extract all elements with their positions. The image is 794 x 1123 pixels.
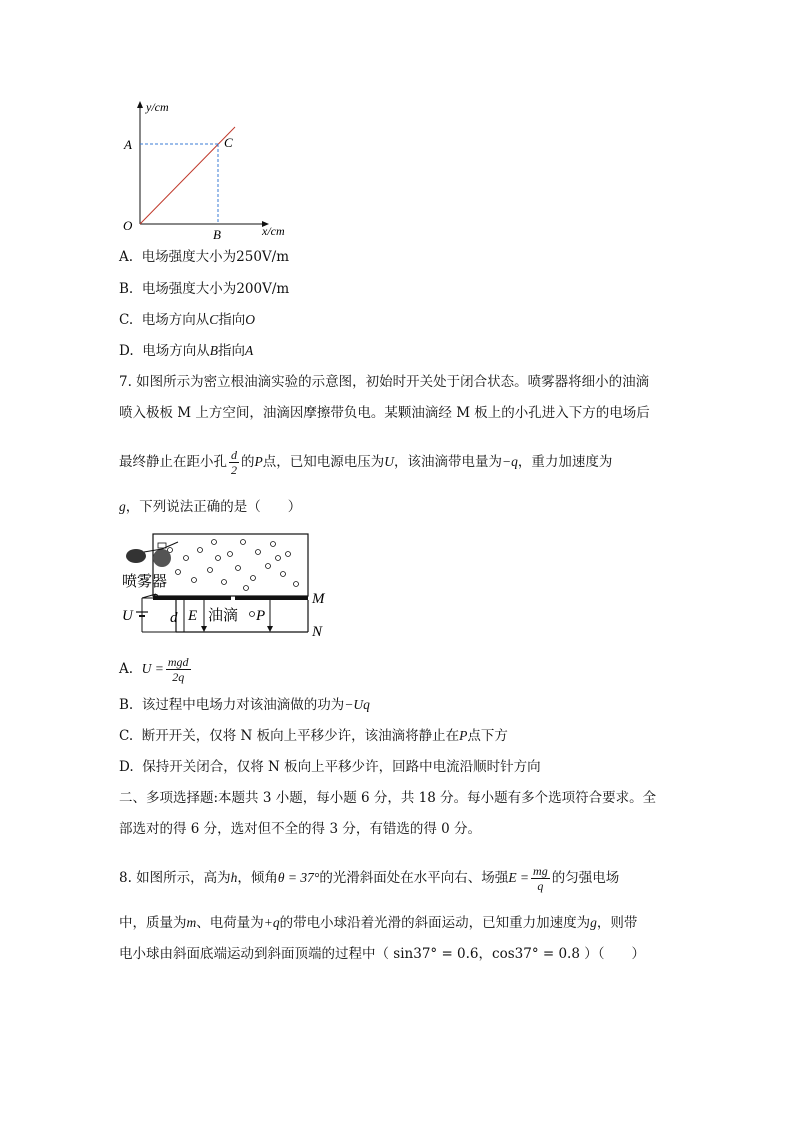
voltage-label: U [122, 608, 133, 624]
plate-m-label: M [312, 591, 325, 607]
field-arrow-1 [201, 626, 207, 632]
section2-line1: 二、多项选择题:本题共 3 小题，每小题 6 分，共 18 分。每小题有多个选项符合要求。全 [119, 790, 657, 806]
point-b-label: B [213, 227, 221, 242]
section2-line2: 部选对的得 6 分，选对但不全的得 3 分，有错选的得 0 分。 [119, 821, 482, 837]
plate-n-label: N [312, 624, 323, 640]
oil-droplets [168, 540, 299, 591]
sprayer-bulb [126, 549, 146, 563]
millikan-diagram [118, 528, 338, 643]
q7-option-c[interactable]: C. 断开开关，仅将 N 板向上平移少许，该油滴将静止在P点下方 [119, 728, 508, 744]
q7-option-d[interactable]: D. 保持开关闭合，仅将 N 板向上平移少许，回路中电流沿顺时针方向 [119, 759, 541, 775]
field-label: E [188, 608, 198, 624]
oc-line [140, 127, 235, 224]
y-axis-arrow [137, 101, 143, 108]
q6-option-a[interactable]: A. 电场强度大小为250V/m [119, 249, 290, 265]
position-graph [115, 97, 305, 242]
origin-label: O [123, 218, 133, 233]
q6-option-c[interactable]: C. 电场方向从C指向O [119, 312, 255, 328]
fraction-mgd-over-2q: $\frac{\text{mgd}}{2q}$ [167, 655, 189, 684]
y-axis-label: y/cm [146, 100, 169, 114]
point-c-label: C [224, 135, 233, 150]
q7-stem-line3: 最终静止在距小孔 $\frac{d}{2}$ 的P点，已知电源电压为U，该油滴带电量为−q，重力加速度为 [119, 448, 613, 477]
q6-option-d[interactable]: D. 电场方向从B指向A [119, 343, 254, 359]
fraction-mg-over-q: $\frac{mg}{q}$ [533, 864, 548, 893]
q8-stem-line3: 电小球由斜面底端运动到斜面顶端的过程中（ sin37° = 0.6，cos37° = 0.8 ）（ ） [119, 946, 645, 962]
plate-m-right [235, 596, 308, 600]
fraction-d-over-2: $\frac{d}{2}$ [231, 448, 237, 477]
point-a-label: A [124, 137, 132, 152]
q8-stem-line1: 8. 如图所示，高为h，倾角θ = 37°的光滑斜面处在水平向右、场强E = $\frac{mg}{q}$ 的匀强电场 [119, 864, 620, 893]
droplet-p [250, 612, 255, 617]
plate-m [153, 596, 231, 600]
point-p-label: P [256, 608, 266, 624]
x-axis-label: x/cm [262, 224, 285, 238]
sprayer-label: 喷雾器 [122, 574, 168, 590]
q8-stem-line2: 中，质量为m、电荷量为+q的带电小球沿着光滑的斜面运动，已知重力加速度为g，则带 [119, 915, 638, 931]
oil-label: 油滴 [208, 608, 239, 624]
q7-stem-line2: 喷入极板 M 上方空间，油滴因摩擦带负电。某颗油滴经 M 板上的小孔进入下方的电场后 [119, 405, 650, 421]
q7-option-a[interactable]: A. U = $\frac{\text{mgd}}{2q}$ [119, 655, 189, 684]
distance-label: d [170, 610, 178, 626]
q7-stem-line4: g，下列说法正确的是（ ） [119, 499, 302, 515]
q7-option-b[interactable]: B. 该过程中电场力对该油滴做的功为−Uq [119, 697, 370, 713]
field-arrow-2 [267, 626, 273, 632]
sprayer-body [153, 549, 171, 567]
q7-stem-line1: 7. 如图所示为密立根油滴实验的示意图，初始时开关处于闭合状态。喷雾器将细小的油滴 [119, 374, 650, 390]
q6-option-b[interactable]: B. 电场强度大小为200V/m [119, 281, 290, 297]
